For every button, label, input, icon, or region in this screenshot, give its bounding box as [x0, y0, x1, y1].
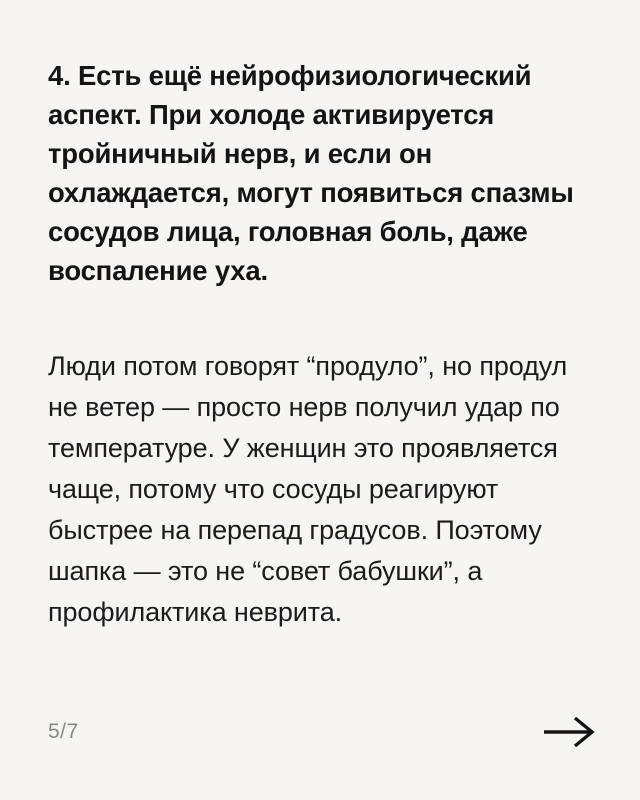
arrow-right-icon[interactable] — [540, 710, 600, 754]
paragraph-explanation: Люди потом говорят “продуло”, но продул не ветер — просто нерв получил удар по температуре. У женщин это проявляется чаще, потому что сосуды реагируют быстрее на перепад градусов. Поэтому шапка — это не “совет бабушки”, а профилактика неврита. — [48, 351, 568, 628]
paragraph-numbered-point: 4. Есть ещё нейрофизиологический аспект. При холоде активируется тройничный нерв, и если он охлаждается, могут появиться спазмы сосудов лица, головная боль, даже воспаление уха. — [48, 60, 574, 287]
slide-footer — [48, 710, 600, 754]
page-counter: 5/7 — [48, 720, 79, 743]
paragraph-spacer — [48, 290, 592, 346]
